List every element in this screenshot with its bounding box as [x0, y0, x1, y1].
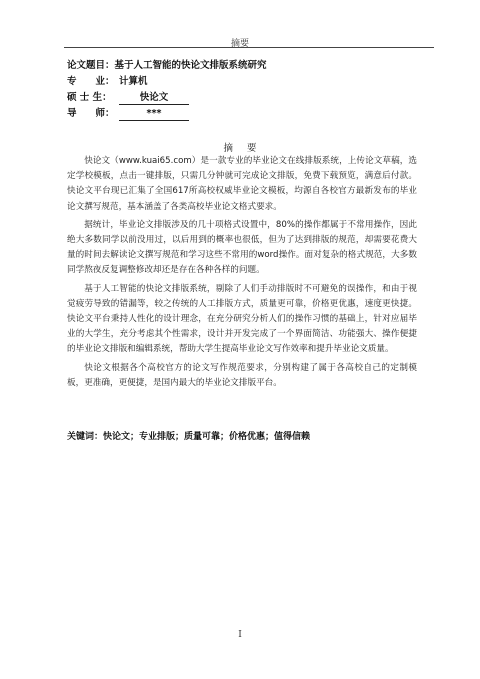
abstract-paragraph: 基于人工智能的快论文排版系统，剔除了人们手动排版时不可避免的误操作，和由于视觉疲劳导致的错漏等，较之传统的人工排版方式，质量更可靠，价格更优惠，速度更快捷。快论文平台秉持人性化的设计理念，在充分研究分析人们的操作习惯的基础上，针对应届毕业的大学生，充分考虑其个性需求，设计并开发完成了一个界面简洁、功能强大、操作便捷的毕业论文排版和编辑系统，帮助大学生提高毕业论文写作效率和提升毕业论文质量。 — [67, 283, 417, 355]
abstract-paragraph: 快论文根据各个高校官方的论文写作规范要求，分别构建了属于各高校自己的定制模板，更准确，更便捷，是国内最大的毕业论文排版平台。 — [67, 362, 417, 388]
running-header: 摘要 — [230, 39, 249, 49]
header-divider — [64, 47, 434, 48]
thesis-title-label: 论文题目： — [67, 60, 115, 71]
keywords-label: 关键词： — [67, 432, 104, 442]
thesis-title-row — [67, 58, 427, 74]
abstract-heading: 摘要 — [223, 143, 271, 154]
advisor-label: 导 师： — [67, 108, 115, 119]
keywords-value: 快论文；专业排版；质量可靠；价格优惠；值得信赖 — [103, 432, 311, 442]
page-number: I — [238, 630, 242, 640]
abstract-paragraph: 快论文（www.kuai65.com）是一款专业的毕业论文在线排版系统，上传论文草稿，选定学校模板，点击一键排版，只需几分钟就可完成论文排版，免费下载预览，满意后付款。快论文平台现已汇集了全国617所高校权威毕业论文模板，均源自各校官方最新发布的毕业论文撰写规范，基本涵盖了各类高校毕业论文格式要求。 — [67, 156, 417, 212]
advisor-value: *** — [119, 108, 189, 121]
student-label: 硕 士 生： — [67, 92, 112, 103]
major-label: 专 业： — [67, 76, 115, 87]
thesis-info — [67, 58, 427, 122]
student-value: 快论文 — [119, 92, 189, 105]
keywords-line — [67, 429, 427, 442]
major-row — [67, 74, 427, 90]
major-value: 计算机 — [119, 76, 148, 87]
advisor-row — [67, 106, 427, 122]
abstract-body — [67, 154, 417, 394]
student-row — [67, 90, 427, 106]
abstract-paragraph: 据统计，毕业论文排版涉及的几十项格式设置中，80%的操作都属于不常用操作，因此绝大多数同学以前没用过，以后用到的概率也很低，但为了达到排版的规范，却需要花费大量的时间去解读论文撰写规范和学习这些不常用的word操作。面对复杂的格式规范，大多数同学熬夜反复调整修改却还是存在各种各样的问题。 — [67, 219, 417, 276]
thesis-title-value: 基于人工智能的快论文排版系统研究 — [114, 60, 267, 71]
